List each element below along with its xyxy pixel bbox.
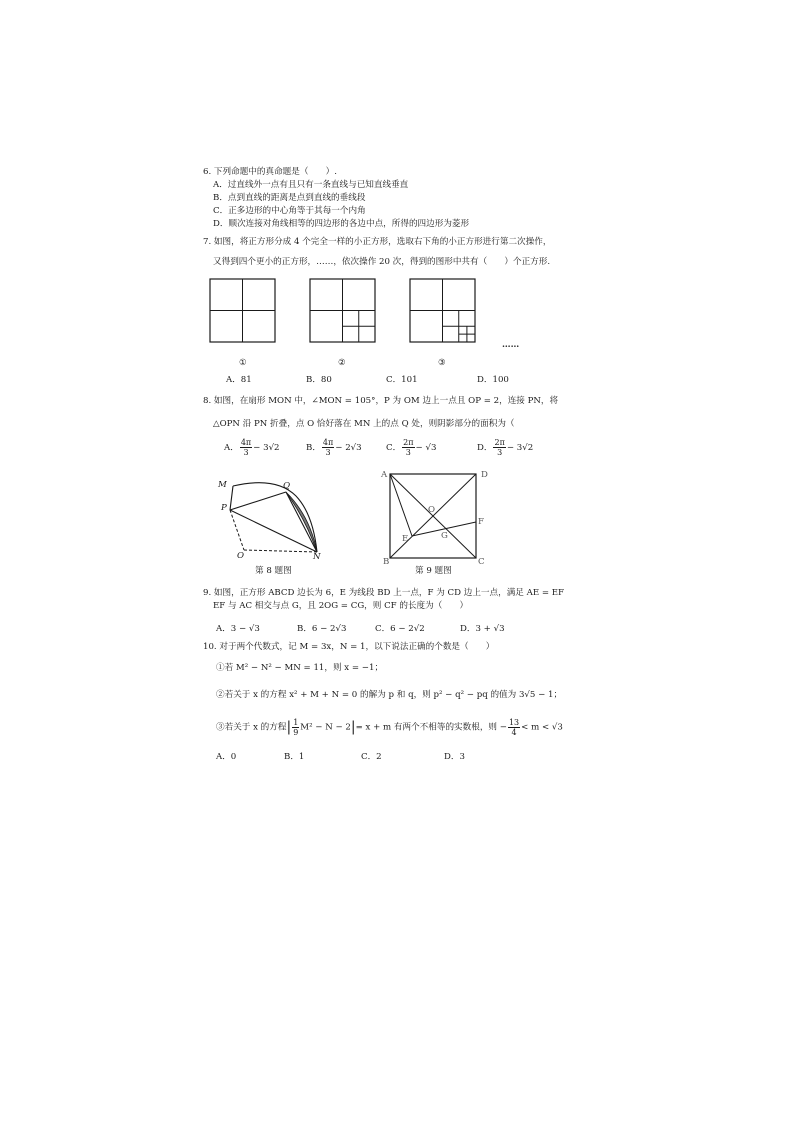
- q10-statement-2: ②若关于 x 的方程 x² + M + N = 0 的解为 p 和 q，则 p² − q² − pq 的值为 3√5 − 1；: [216, 690, 563, 700]
- q8-option-c-fraction: [402, 438, 414, 457]
- q9-label-c: C: [478, 557, 485, 567]
- q9-option-a: A．3 − √3: [216, 624, 260, 634]
- q8-label-m: M: [218, 480, 227, 490]
- q8-segment-qn: [286, 492, 317, 552]
- q7-figure-label-3: ③: [438, 358, 446, 368]
- q8-segment-pq: [230, 492, 286, 510]
- q8-option-d-rest: − 3√2: [506, 443, 534, 453]
- q10-option-d: D．3: [444, 752, 465, 762]
- q10-s3-fraction: [292, 718, 299, 737]
- q8-segment-mp: [230, 486, 233, 510]
- q8-option-d: [477, 438, 533, 458]
- q8-option-a-fraction: [240, 438, 252, 457]
- q9-stem-line2: EF 与 AC 相交与点 G，且 2OG = CG，则 CF 的长度为（ ）: [213, 601, 469, 611]
- q9-label-e: E: [402, 534, 409, 544]
- q8-option-a-rest: − 3√2: [253, 443, 280, 453]
- q7-stem-line2: 又得到四个更小的正方形，……，依次操作 20 次，得到的图形中共有（ ）个正方形.: [213, 257, 551, 267]
- q9-figure: [380, 470, 492, 566]
- q8-option-d-prefix: D．: [477, 443, 493, 453]
- q10-s3-part-b: M² − N − 2: [300, 722, 351, 733]
- q9-option-d: D．3 + √3: [460, 624, 505, 634]
- q8-label-n: N: [313, 552, 321, 562]
- q8-option-b-fraction: [322, 438, 334, 457]
- q7-figure-1: [209, 278, 277, 344]
- q9-label-f: F: [478, 517, 484, 527]
- q10-s3-frac2-den: 4: [511, 727, 517, 737]
- q8-option-c-den: 3: [405, 448, 411, 457]
- q10-s3-fraction-2: [508, 718, 520, 737]
- q8-option-d-den: 3: [497, 448, 503, 457]
- q8-label-q: Q: [283, 481, 291, 491]
- q8-label-o: O: [237, 551, 245, 561]
- q9-label-g: G: [441, 531, 448, 541]
- q9-label-a: A: [381, 470, 388, 480]
- q8-option-b-num: 4π: [322, 438, 334, 447]
- q8-option-b: [306, 438, 362, 458]
- q8-option-b-rest: − 2√3: [335, 443, 362, 453]
- q8-option-c-prefix: C．: [386, 443, 402, 453]
- q8-label-p: P: [221, 503, 227, 513]
- q9-label-d: D: [481, 470, 488, 480]
- q8-option-d-fraction: [493, 438, 505, 457]
- q7-figure-label-2: ②: [338, 358, 346, 368]
- q8-option-b-den: 3: [325, 448, 331, 457]
- q8-stem-line1: 8. 如图，在扇形 MON 中，∠MON = 105°，P 为 OM 边上一点且 OP = 2，连接 PN，将: [203, 396, 559, 406]
- q6-option-c: C．正多边形的中心角等于其每一个内角: [213, 206, 366, 216]
- q10-s3-part-a: ③若关于 x 的方程: [216, 722, 287, 733]
- q7-option-c: C．101: [386, 375, 418, 385]
- q7-ellipsis: ……: [502, 340, 520, 350]
- q7-option-d: D．100: [477, 375, 509, 385]
- q8-option-c-rest: − √3: [415, 443, 437, 453]
- q10-stem: 10. 对于两个代数式，记 M = 3x，N = 1，以下说法正确的个数是（ ）: [203, 642, 495, 652]
- q9-option-c: C．6 − 2√2: [375, 624, 425, 634]
- q8-option-b-prefix: B．: [306, 443, 321, 453]
- q9-segment-ae: [390, 474, 412, 536]
- q10-s3-part-d: < m < √3: [521, 722, 563, 733]
- q7-figure-3: [409, 278, 477, 344]
- q9-label-o: O: [428, 505, 436, 515]
- q10-option-b: B．1: [284, 752, 305, 762]
- q8-option-a-num: 4π: [240, 438, 252, 447]
- q7-stem-line1: 7. 如图，将正方形分成 4 个完全一样的小正方形，选取右下角的小正方形进行第二次操作，: [203, 237, 552, 247]
- q8-caption: 第 8 题图: [255, 566, 292, 576]
- q10-s3-frac2-num: 13: [508, 717, 520, 727]
- q10-option-a: A．0: [216, 752, 237, 762]
- q10-s3-part-c: = x + m 有两个不相等的实数根，则 −: [355, 722, 507, 733]
- q7-option-b: B．80: [306, 375, 332, 385]
- q7-figure-label-1: ①: [239, 358, 247, 368]
- q10-statement-3: ③若关于 x 的方程| $\frac{1}{9}$ M² − N − 2|= x + m 有两个不相等的实数根，则 − $\frac{13}{4}$ < m < √3: [216, 717, 563, 737]
- q6-option-a: A．过直线外一点有且只有一条直线与已知直线垂直: [213, 180, 409, 190]
- q8-option-c: [386, 438, 436, 458]
- q10-s3-frac-den: 9: [293, 727, 299, 737]
- q9-stem-line1: 9. 如图，正方形 ABCD 边长为 6，E 为线段 BD 上一点，F 为 CD 边上一点，满足 AE = EF: [203, 588, 564, 598]
- q8-option-a-den: 3: [243, 448, 249, 457]
- q8-option-c-num: 2π: [403, 438, 414, 447]
- q8-option-a-prefix: A．: [224, 443, 239, 453]
- q8-option-d-num: 2π: [494, 438, 505, 447]
- q10-option-c: C．2: [361, 752, 382, 762]
- q9-caption: 第 9 题图: [415, 566, 452, 576]
- q10-s3-frac-num: 1: [293, 717, 299, 727]
- q8-stem-line2: △OPN 沿 PN 折叠，点 O 恰好落在 MN 上的点 Q 处，则阴影部分的面积为（: [213, 419, 515, 429]
- q6-option-b: B．点到直线的距离是点到直线的垂线段: [213, 193, 366, 203]
- q10-statement-1: ①若 M² − N² − MN = 11，则 x = −1；: [216, 663, 384, 673]
- q7-option-a: A．81: [226, 375, 252, 385]
- q9-option-b: B．6 − 2√3: [297, 624, 347, 634]
- q7-figure-2: [309, 278, 377, 344]
- q6-option-d: D．顺次连接对角线相等的四边形的各边中点，所得的四边形为菱形: [213, 219, 470, 229]
- q6-stem: 6. 下列命题中的真命题是（ ）.: [203, 167, 337, 177]
- q8-option-a: [224, 438, 280, 458]
- q8-segment-on-dashed: [244, 550, 317, 552]
- q9-label-b: B: [383, 557, 390, 567]
